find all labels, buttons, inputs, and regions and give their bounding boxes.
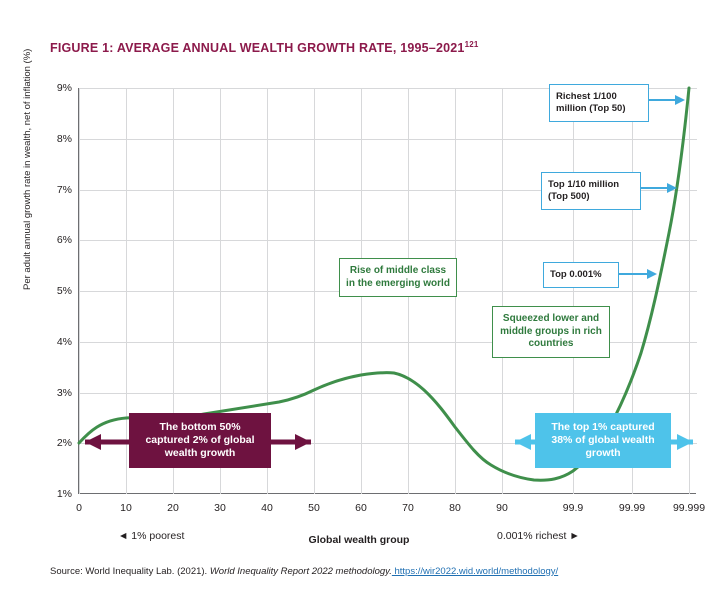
xtick-9999: 99.99 (618, 502, 646, 514)
ytick-9: 9% (56, 82, 72, 94)
ytick-7: 7% (56, 183, 72, 196)
chart-plot (56, 82, 706, 514)
x-axis-title: Global wealth group (308, 534, 410, 546)
ytick-3: 3% (56, 386, 72, 399)
x-axis-right-note: 0.001% richest ► (497, 530, 580, 542)
callout-richest-100-million: Richest 1/100 million (Top 50) (549, 84, 649, 122)
callout-top-0001: Top 0.001% (543, 262, 619, 288)
page-title (50, 40, 479, 55)
ytick-6: 6% (56, 234, 72, 247)
source-prefix: Source: World Inequality Lab. (2021). (50, 566, 210, 577)
xtick-50: 50 (308, 502, 320, 514)
source-note (50, 566, 558, 577)
x-axis-left-note: ◄ 1% poorest (118, 530, 185, 542)
ytick-5: 5% (56, 285, 72, 297)
figure-title-text: FIGURE 1: AVERAGE ANNUAL WEALTH GROWTH RATE, 1995–2021 (50, 41, 465, 56)
callout-middle-class: Rise of middle class in the emerging world (339, 258, 457, 297)
ytick-1: 1% (56, 488, 72, 500)
callout-top-10-million: Top 1/10 million (Top 500) (541, 172, 641, 210)
source-italic: World Inequality Report 2022 methodology. (209, 566, 392, 577)
callout-top-1: The top 1% captured 38% of global wealth growth (535, 413, 671, 468)
xtick-70: 70 (402, 502, 414, 514)
ytick-4: 4% (56, 335, 72, 348)
xtick-20: 20 (167, 502, 179, 514)
ytick-8: 8% (56, 132, 72, 145)
xtick-10: 10 (120, 502, 132, 514)
xtick-90: 90 (496, 502, 508, 514)
xtick-999: 99.9 (562, 502, 584, 514)
xtick-99999: 99.999 (672, 502, 706, 514)
ytick-2: 2% (56, 437, 72, 450)
xtick-60: 60 (355, 502, 367, 514)
callout-bottom-50: The bottom 50% captured 2% of global wealth growth (129, 413, 271, 468)
callout-squeezed: Squeezed lower and middle groups in rich countries (492, 306, 610, 358)
plot-area (56, 82, 706, 514)
xtick-30: 30 (214, 502, 226, 514)
figure-title-footnote: 121 (464, 40, 479, 49)
xtick-40: 40 (261, 502, 273, 514)
y-axis-title: Per adult annual growth rate in wealth, net of inflation (%) (22, 48, 33, 290)
source-link[interactable]: https://wir2022.wid.world/methodology/ (391, 566, 559, 577)
xtick-0: 0 (76, 502, 82, 514)
xtick-80: 80 (449, 502, 461, 514)
